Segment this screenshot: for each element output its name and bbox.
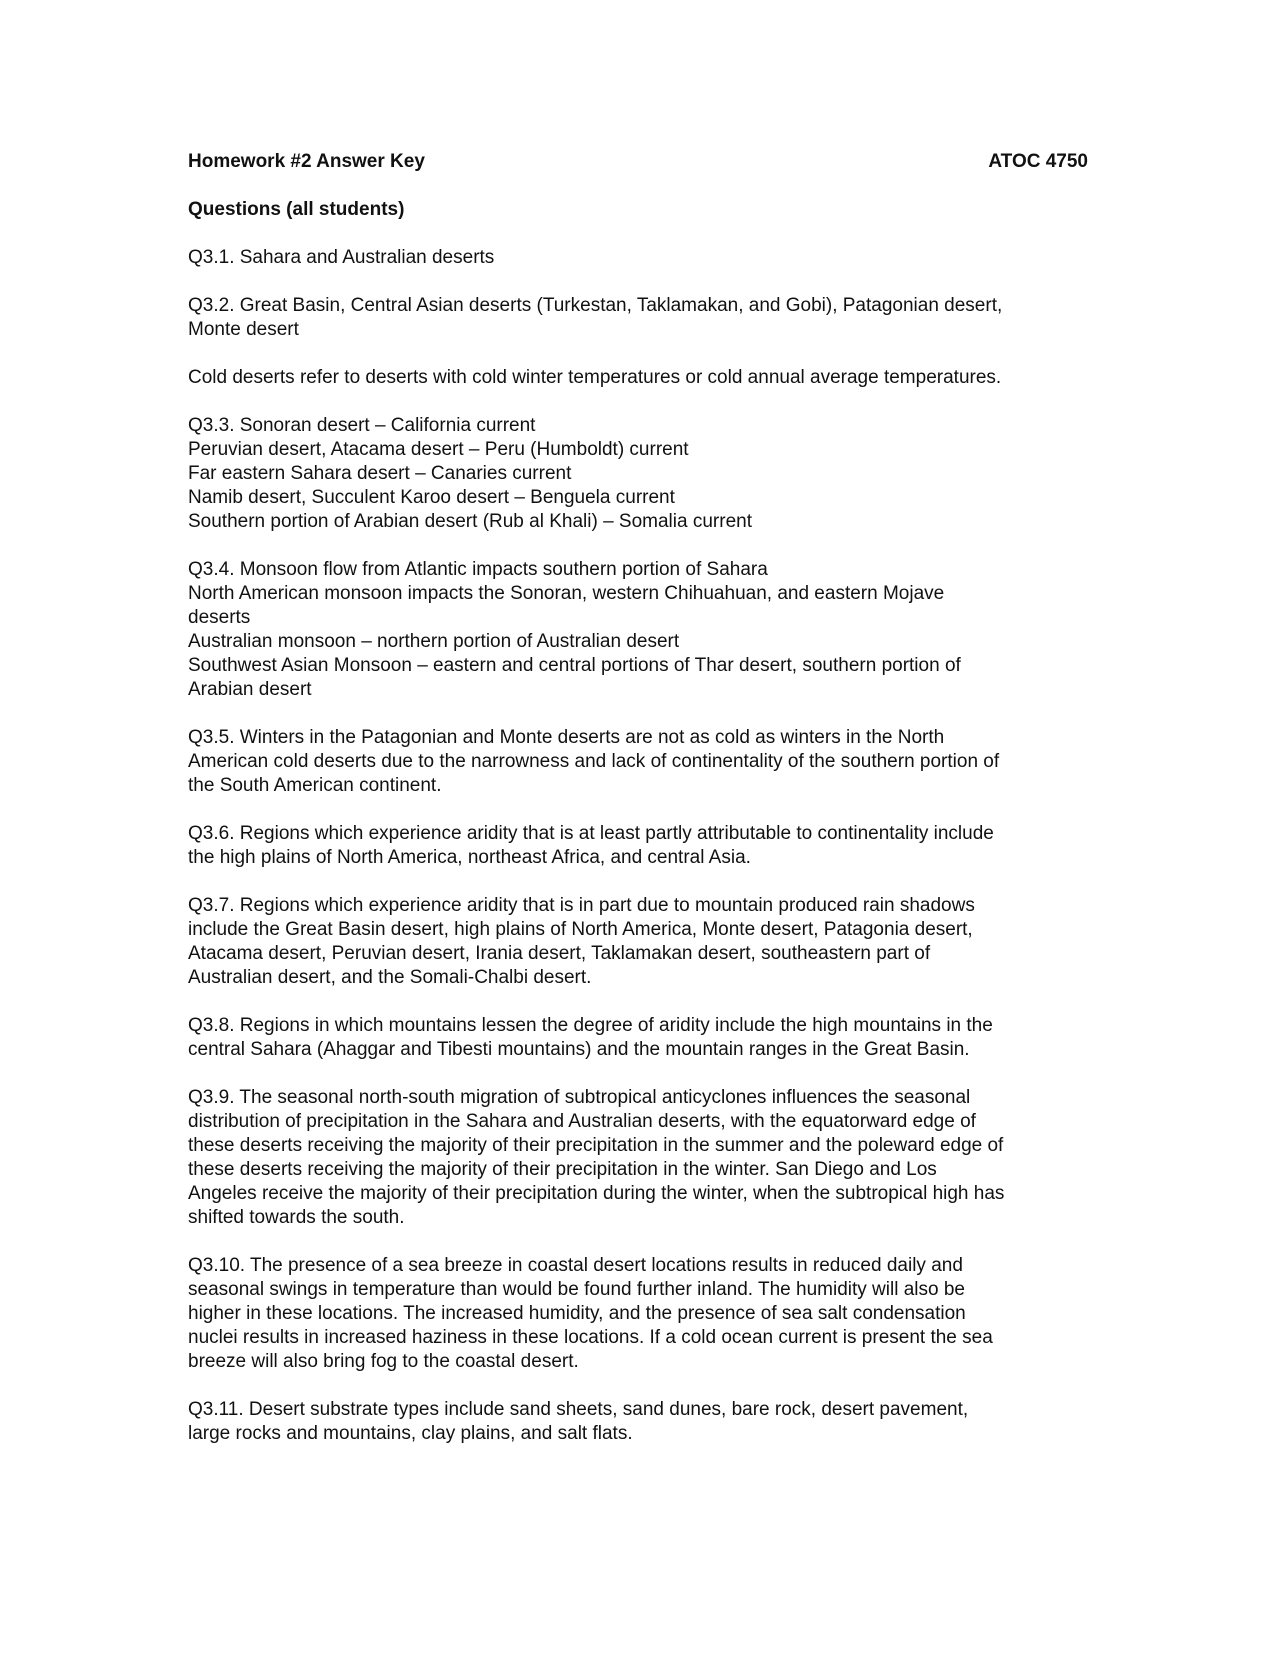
answer-line: Peruvian desert, Atacama desert – Peru (Humboldt) current [188,439,689,460]
answer-line: deserts [188,607,251,628]
answer-block [188,1254,1088,1374]
answer-line: include the Great Basin desert, high plains of North America, Monte desert, Patagonia desert, [188,919,973,940]
answer-line: higher in these locations. The increased humidity, and the presence of sea salt condensation [188,1303,966,1324]
answer-line: these deserts receiving the majority of their precipitation in the summer and the poleward edge of [188,1135,1004,1156]
answer-line: Q3.10. The presence of a sea breeze in coastal desert locations results in reduced daily and [188,1255,963,1276]
answer-line: Q3.5. Winters in the Patagonian and Monte deserts are not as cold as winters in the North [188,727,945,748]
section-heading: Questions (all students) [188,199,405,220]
answer-line: American cold deserts due to the narrowness and lack of continentality of the southern portion of [188,751,1000,772]
answer-block [188,726,1088,798]
answer-line: Far eastern Sahara desert – Canaries current [188,463,572,484]
answer-block [188,822,1088,870]
answer-line: breeze will also bring fog to the coastal desert. [188,1351,579,1372]
answer-line: nuclei results in increased haziness in these locations. If a cold ocean current is present the sea [188,1327,993,1348]
answer-line: Q3.4. Monsoon flow from Atlantic impacts southern portion of Sahara [188,559,768,580]
answer-block [188,894,1088,990]
answer-line: large rocks and mountains, clay plains, and salt flats. [188,1423,633,1444]
answer-line: central Sahara (Ahaggar and Tibesti mountains) and the mountain ranges in the Great Basin. [188,1039,970,1060]
answer-line: Q3.2. Great Basin, Central Asian deserts (Turkestan, Taklamakan, and Gobi), Patagonian desert, [188,295,1003,316]
answer-line: the high plains of North America, northeast Africa, and central Asia. [188,847,751,868]
answer-line: Q3.7. Regions which experience aridity that is in part due to mountain produced rain shadows [188,895,975,916]
answer-block [188,1086,1088,1230]
answer-line: Southwest Asian Monsoon – eastern and central portions of Thar desert, southern portion of [188,655,961,676]
document-header [188,150,1088,174]
answer-line: Namib desert, Succulent Karoo desert – Benguela current [188,487,675,508]
course-code: ATOC 4750 [988,151,1088,172]
answer-line: seasonal swings in temperature than would be found further inland. The humidity will also be [188,1279,965,1300]
document-title: Homework #2 Answer Key [188,151,425,172]
answer-line: Cold deserts refer to deserts with cold winter temperatures or cold annual average temperatures. [188,367,1002,388]
answer-line: Q3.8. Regions in which mountains lessen the degree of aridity include the high mountains in the [188,1015,993,1036]
answer-line: Q3.11. Desert substrate types include sand sheets, sand dunes, bare rock, desert pavement, [188,1399,969,1420]
answer-line: distribution of precipitation in the Sahara and Australian deserts, with the equatorward edge of [188,1111,976,1132]
answer-block [188,558,1088,702]
answer-line: Arabian desert [188,679,312,700]
answer-line: Q3.9. The seasonal north-south migration of subtropical anticyclones influences the seasonal [188,1087,971,1108]
answer-line: shifted towards the south. [188,1207,405,1228]
answer-block [188,294,1088,342]
document-page [188,150,1088,1446]
answer-block [188,414,1088,534]
answer-line: Q3.1. Sahara and Australian deserts [188,247,495,268]
answer-block [188,246,1088,270]
answer-line: Australian desert, and the Somali-Chalbi desert. [188,967,592,988]
answer-line: Australian monsoon – northern portion of Australian desert [188,631,680,652]
answer-line: Angeles receive the majority of their precipitation during the winter, when the subtropical high has [188,1183,1005,1204]
answer-line: North American monsoon impacts the Sonoran, western Chihuahuan, and eastern Mojave [188,583,945,604]
answer-line: Q3.3. Sonoran desert – California current [188,415,536,436]
answer-line: Monte desert [188,319,299,340]
answer-line: these deserts receiving the majority of their precipitation in the winter. San Diego and Los [188,1159,937,1180]
answer-line: Q3.6. Regions which experience aridity that is at least partly attributable to continentality include [188,823,994,844]
answer-list [188,246,1088,1446]
answer-line: Atacama desert, Peruvian desert, Irania desert, Taklamakan desert, southeastern part of [188,943,931,964]
answer-block [188,1398,1088,1446]
answer-line: the South American continent. [188,775,442,796]
answer-line: Southern portion of Arabian desert (Rub al Khali) – Somalia current [188,511,752,532]
answer-block [188,1014,1088,1062]
answer-block [188,366,1088,390]
